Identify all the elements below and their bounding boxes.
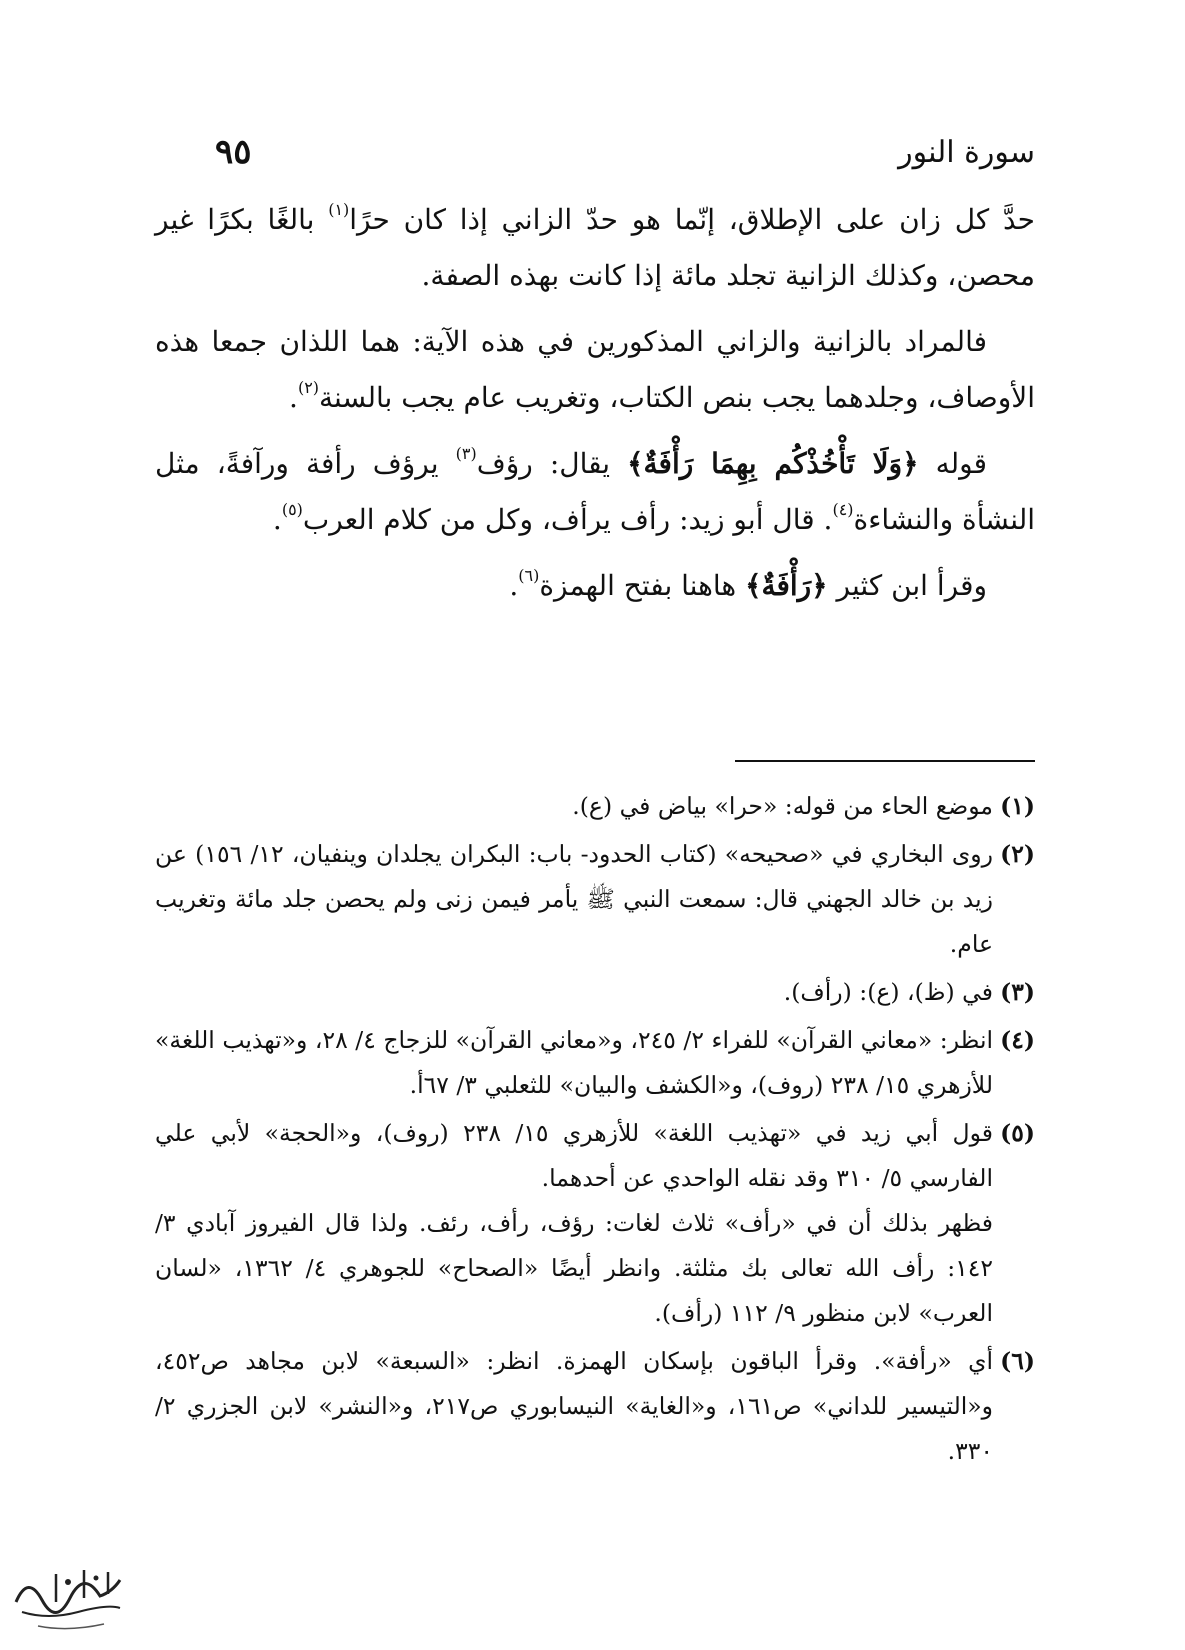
footnote-separator — [735, 760, 1035, 762]
paragraph-4-text-b: هاهنا بفتح الهمزة — [539, 569, 746, 602]
footnote-line: فظهر بذلك أن في «رأف» ثلاث لغات: رؤف، رأف، رئف. ولذا قال الفيروز آبادي ٣/ ١٤٢: رأف الله تعالى بك مثلثة. وانظر أيضًا «الصحاح» للجوهري ٤/ ١٣٦٢، «لسان العرب» لابن منظور ٩/ ١١٢ (رأف). — [155, 1209, 993, 1327]
paragraph-2-text-b: . — [289, 381, 298, 414]
footnote-3 — [155, 970, 1035, 1015]
footnote-line: روى البخاري في «صحيحه» (كتاب الحدود- باب: البكران يجلدان وينفيان، ١٢/ ١٥٦) عن زيد بن خالد الجهني قال: سمعت النبي ﷺ يأمر فيمن زنى ولم يحصن جلد مائة وتغريب عام. — [155, 840, 993, 958]
paragraph-4-text-a: وقرأ ابن كثير — [827, 569, 987, 602]
footnote-line: في (ظ)، (ع): (رأف). — [783, 978, 993, 1006]
footnote-number: (٤) — [1000, 1026, 1035, 1054]
footnote-text — [155, 832, 993, 967]
footnote-ref-6: (٦) — [518, 565, 540, 585]
footnote-text — [155, 970, 993, 1015]
running-title: سورة النور — [898, 134, 1035, 170]
footnote-1 — [155, 784, 1035, 829]
footnote-number: (٢) — [1000, 840, 1035, 868]
footnote-5 — [155, 1111, 1035, 1336]
paragraph-2 — [155, 314, 1035, 426]
footnote-ref-2: (٢) — [297, 377, 320, 397]
footnote-text — [155, 1111, 993, 1336]
main-text — [155, 192, 1035, 624]
footnote-ref-1: (١) — [328, 199, 350, 219]
quran-verse-1: ﴿وَلَا تَأْخُذْكُم بِهِمَا رَأْفَةٌ﴾ — [627, 447, 919, 480]
paragraph-3-text-a: قوله — [918, 447, 988, 480]
footnote-line: موضع الحاء من قوله: «حرا» بياض في (ع). — [572, 792, 993, 820]
paragraph-4 — [155, 558, 1035, 614]
footnote-line: قول أبي زيد في «تهذيب اللغة» للأزهري ١٥/ ٢٣٨ (روف)، و«الحجة» لأبي علي الفارسي ٥/ ٣١٠ وقد نقله الواحدي عن أحدهما. — [155, 1119, 993, 1192]
paragraph-1-text-a: حدَّ كل زان على الإطلاق، إنّما هو حدّ الزاني إذا كان حرًا — [349, 203, 1035, 236]
footnote-line: أي «رأفة». وقرأ الباقون بإسكان الهمزة. انظر: «السبعة» لابن مجاهد ص٤٥٢، و«التيسير للداني» ص١٦١، و«الغاية» النيسابوري ص٢١٧، و«النشر» لابن الجزري ٢/ ٣٣٠. — [155, 1347, 993, 1465]
footnote-text — [155, 1018, 993, 1108]
page-header — [215, 128, 1035, 176]
quran-verse-2: ﴿رَأْفَةٌ﴾ — [745, 569, 828, 602]
footnote-number: (٦) — [1000, 1347, 1035, 1375]
footnote-ref-5: (٥) — [281, 499, 303, 519]
footnote-4 — [155, 1018, 1035, 1108]
footnote-number: (٣) — [1000, 978, 1035, 1006]
footnotes — [155, 784, 1035, 1477]
paragraph-1 — [155, 192, 1035, 304]
footnote-line: انظر: «معاني القرآن» للفراء ٢/ ٢٤٥، و«معاني القرآن» للزجاج ٤/ ٢٨، و«تهذيب اللغة» للأزهري ١٥/ ٢٣٨ (روف)، و«الكشف والبيان» للثعلبي ٣/ ٦٧أ. — [155, 1026, 994, 1099]
paragraph-4-text-c: . — [509, 569, 519, 602]
paragraph-3-text-c: يرؤف رأفة ورآفةً، مثل النشأة والنشاءة — [155, 447, 1035, 536]
paragraph-3-text-d: . قال أبو زيد: رأف يرأف، وكل من كلام العرب — [302, 503, 833, 536]
footnote-2 — [155, 832, 1035, 967]
paragraph-1-text-b: بالغًا بكرًا غير محصن، وكذلك الزانية تجلد مائة إذا كانت بهذه الصفة. — [155, 203, 1035, 292]
paragraph-2-text-a: فالمراد بالزانية والزاني المذكورين في هذه الآية: هما اللذان جمعا هذه الأوصاف، وجلدهما يجب بنص الكتاب، وتغريب عام يجب بالسنة — [155, 325, 1035, 414]
page-number: ٩٥ — [215, 132, 252, 172]
paragraph-3-text-b: يقال: رؤف — [476, 447, 628, 480]
footnote-text — [155, 1339, 993, 1474]
footnote-ref-4: (٤) — [832, 499, 854, 519]
paragraph-3-text-e: . — [272, 503, 282, 536]
footnote-number: (٥) — [1000, 1119, 1035, 1147]
footnote-ref-3: (٣) — [455, 443, 477, 463]
footnote-number: (١) — [1000, 792, 1035, 820]
footnote-6 — [155, 1339, 1035, 1474]
paragraph-3 — [155, 436, 1035, 548]
logo-watermark — [8, 1562, 128, 1640]
footnote-text — [155, 784, 993, 829]
